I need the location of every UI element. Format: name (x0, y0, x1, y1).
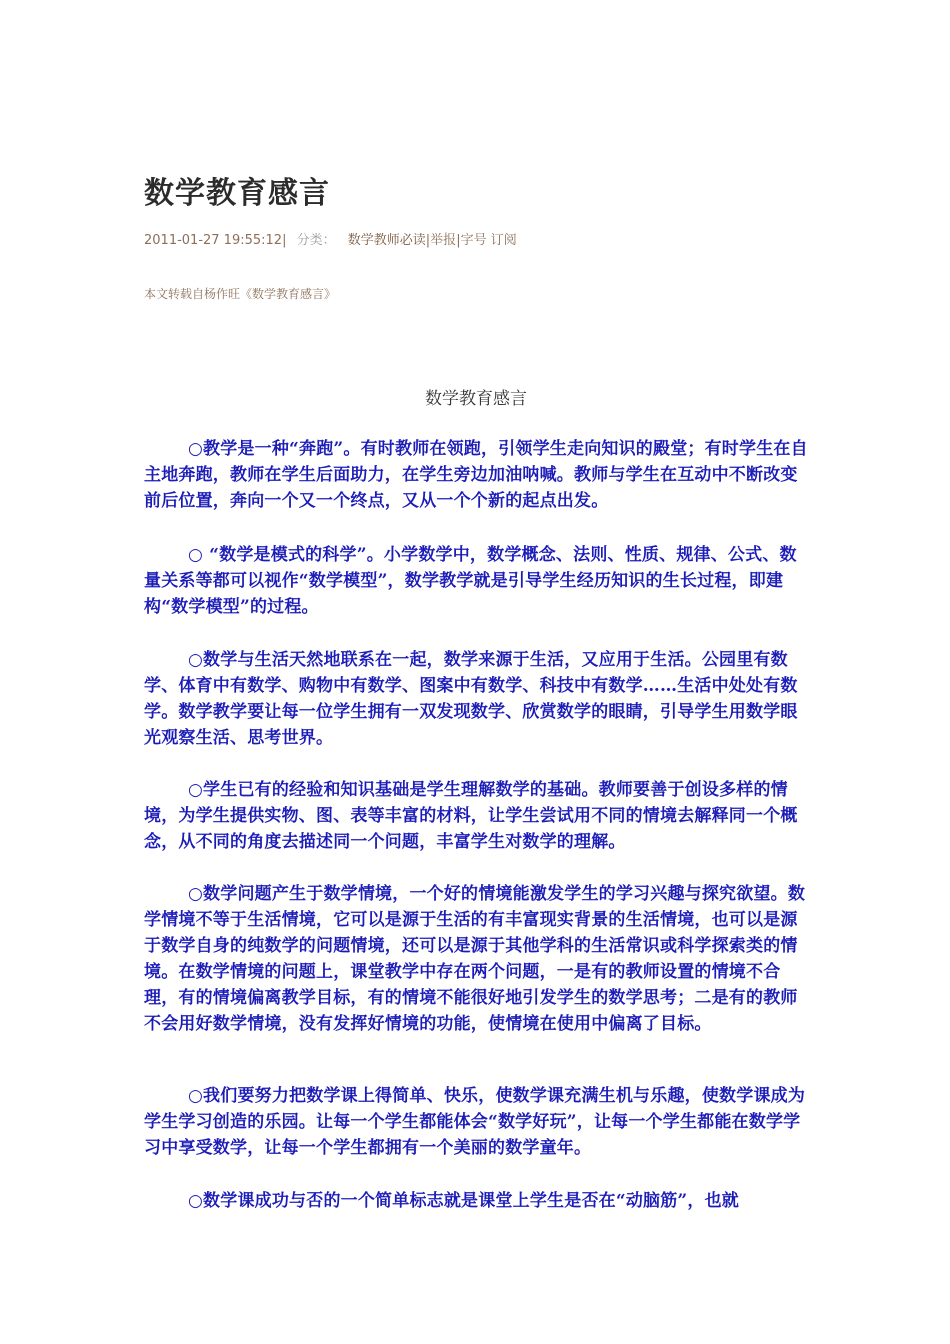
circle-bullet-icon: ○ (188, 884, 204, 904)
circle-bullet-icon: ○ (188, 1191, 204, 1211)
category-label: 分类： (296, 233, 336, 248)
circle-bullet-icon: ○ (188, 1086, 204, 1106)
font-size-link[interactable]: 字号 (460, 233, 487, 248)
subscribe-link[interactable]: 订阅 (490, 233, 517, 248)
paragraph-text: 数学与生活天然地联系在一起，数学来源于生活，又应用于生活。公园里有数学、体育中有数学、购物中有数学、图案中有数学、科技中有数学……生活中处处有数学。数学教学要让每一位学生拥有一双发现数学、欣赏数学的眼睛，引导学生用数学眼光观察生活、思考世界。 (144, 650, 798, 748)
circle-bullet-icon: ○ (188, 780, 204, 800)
paragraph-text: 教学是一种“奔跑”。有时教师在领跑，引领学生走向知识的殿堂；有时学生在自主地奔跑，教师在学生后面助力，在学生旁边加油呐喊。教师与学生在互动中不断改变前后位置，奔向一个又一个终点，又从一个个新的起点出发。 (144, 439, 808, 511)
author-link[interactable]: 杨作旺 (204, 287, 241, 301)
circle-bullet-icon: ○ (188, 439, 204, 459)
paragraph (144, 1083, 808, 1161)
paragraph-text: 数学问题产生于数学情境，一个好的情境能激发学生的学习兴趣与探究欲望。数学情境不等于生活情境，它可以是源于生活的有丰富现实背景的生活情境，也可以是源于数学自身的纯数学的问题情境，还可以是源于其他学科的生活常识或科学探索类的情境。在数学情境的问题上，课堂教学中存在两个问题，一是有的教师设置的情境不合理，有的情境偏离教学目标，有的情境不能很好地引发学生的数学思考；二是有的教师不会用好数学情境，没有发挥好情境的功能，使情境在使用中偏离了目标。 (144, 884, 806, 1034)
category-link[interactable]: 数学教师必读 (347, 233, 426, 248)
reprint-notice (144, 285, 336, 302)
paragraph (144, 777, 808, 855)
circle-bullet-icon: ○ (188, 545, 204, 565)
paragraph-text: 我们要努力把数学课上得简单、快乐，使数学课充满生机与乐趣，使数学课成为学生学习创造的乐园。让每一个学生都能体会“数学好玩”，让每一个学生都能在数学学习中享受数学，让每一个学生都拥有一个美丽的数学童年。 (144, 1086, 806, 1158)
paragraph-text: 数学课成功与否的一个简单标志就是课堂上学生是否在“动脑筋”，也就 (203, 1191, 740, 1211)
separator: | (456, 233, 461, 248)
paragraph (144, 1188, 808, 1214)
separator: | (425, 233, 431, 248)
paragraph-text: 学生已有的经验和知识基础是学生理解数学的基础。教师要善于创设多样的情境，为学生提供实物、图、表等丰富的材料，让学生尝试用不同的情境去解释同一个概念，从不同的角度去描述同一个问题，丰富学生对数学的理解。 (144, 780, 798, 852)
circle-bullet-icon: ○ (188, 650, 204, 670)
paragraph (144, 881, 808, 1037)
paragraph (144, 542, 808, 620)
page-title: 数学教育感言 (144, 176, 330, 211)
article-title: 数学教育感言 (425, 389, 527, 409)
separator: | (282, 233, 287, 248)
post-meta (144, 229, 517, 248)
paragraph (144, 647, 808, 751)
paragraph-text: “数学是模式的科学”。小学数学中，数学概念、法则、性质、规律、公式、数量关系等都可以视作“数学模型”，数学教学就是引导学生经历知识的生长过程，即建构“数学模型”的过程。 (144, 545, 797, 617)
reprint-prefix: 本文转载自 (144, 287, 205, 301)
post-date: 2011-01-27 19:55:12 (144, 233, 283, 248)
paragraph (144, 436, 808, 514)
source-article-link[interactable]: 《数学教育感言》 (240, 287, 337, 301)
report-link[interactable]: 举报 (430, 233, 457, 248)
